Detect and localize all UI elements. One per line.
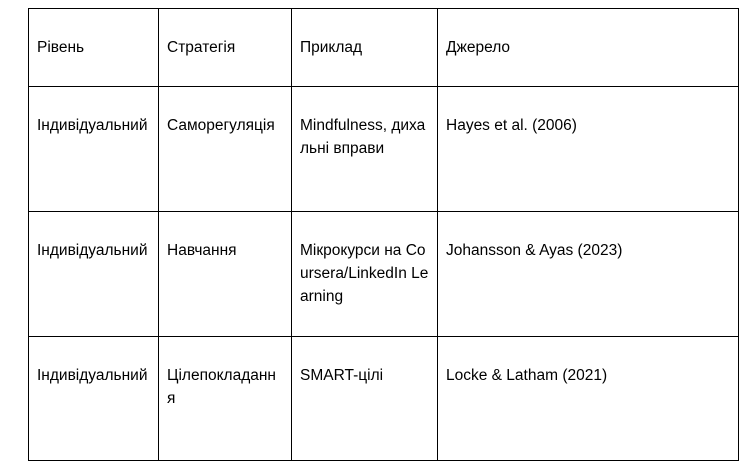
- table-cell-strategy: Саморегуляція: [159, 87, 292, 212]
- table-cell-example: Mindfulness, дихальні вправи: [292, 87, 438, 212]
- header-cell-level: Рівень: [29, 9, 159, 87]
- table-cell-source: Johansson & Ayas (2023): [438, 212, 739, 337]
- table-cell-source: Hayes et al. (2006): [438, 87, 739, 212]
- table-cell-source: Locke & Latham (2021): [438, 337, 739, 461]
- table-header-row: [29, 9, 739, 87]
- table-cell-example: SMART-цілі: [292, 337, 438, 461]
- table-cell-strategy: Навчання: [159, 212, 292, 337]
- table-cell-level: Індивідуальний: [29, 87, 159, 212]
- header-cell-source: Джерело: [438, 9, 739, 87]
- table-cell-level: Індивідуальний: [29, 212, 159, 337]
- table-row: [29, 87, 739, 212]
- strategies-table: [28, 8, 739, 461]
- table-cell-strategy: Цілепокладання: [159, 337, 292, 461]
- header-cell-example: Приклад: [292, 9, 438, 87]
- header-cell-strategy: Стратегія: [159, 9, 292, 87]
- table-cell-level: Індивідуальний: [29, 337, 159, 461]
- table-row: [29, 212, 739, 337]
- table-cell-example: Мікрокурси на Coursera/LinkedIn Learning: [292, 212, 438, 337]
- table-row: [29, 337, 739, 461]
